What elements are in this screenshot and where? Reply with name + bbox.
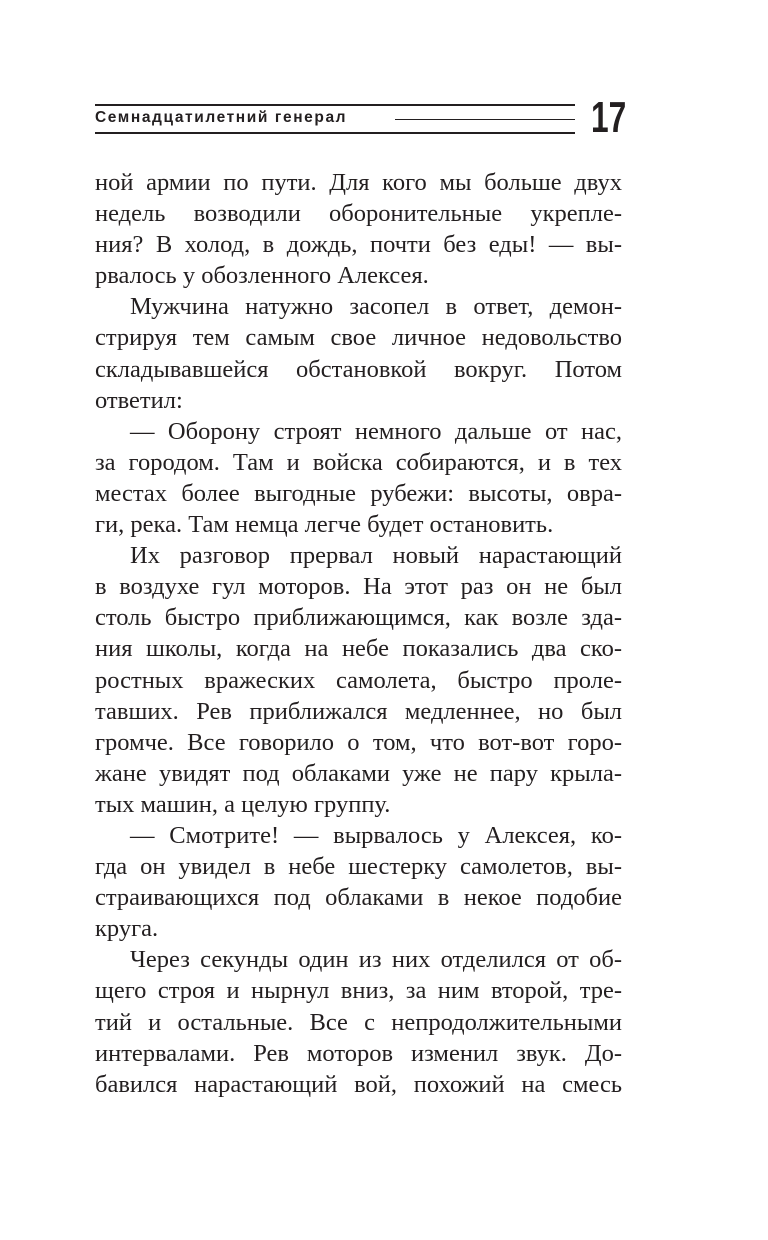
text-line: местах более выгодные рубежи: высоты, овра-	[95, 479, 622, 507]
body-text	[95, 167, 622, 1100]
text-line: стрируя тем самым свое личное недовольство	[95, 324, 622, 352]
text-line: громче. Все говорило о том, что вот-вот горо-	[95, 728, 622, 756]
text-line: — Смотрите! — вырвалось у Алексея, ко-	[130, 821, 622, 849]
paragraph	[95, 944, 622, 1099]
text-line: за городом. Там и войска собираются, и в тех	[95, 448, 622, 476]
text-line: тий и остальные. Все с непродолжительными	[95, 1008, 622, 1036]
text-line: в воздухе гул моторов. На этот раз он не был	[95, 573, 622, 601]
text-line: Их разговор прервал новый нарастающий	[130, 542, 622, 570]
text-line: круга.	[95, 915, 159, 943]
text-line: страивающихся под облаками в некое подобие	[95, 884, 622, 912]
text-line: гда он увидел в небе шестерку самолетов, вы-	[95, 853, 622, 881]
text-line: тавших. Рев приближался медленнее, но был	[95, 697, 622, 725]
running-header	[95, 104, 575, 135]
text-line: — Оборону строят немного дальше от нас,	[130, 417, 622, 445]
text-line: ги, река. Там немца легче будет остановить.	[95, 511, 554, 539]
text-line: ния школы, когда на небе показались два ско-	[95, 635, 622, 663]
page-number: 17	[591, 93, 627, 142]
text-line: столь быстро приближающимся, как возле зда-	[95, 604, 622, 632]
text-line: ния? В холод, в дождь, почти без еды! — вы-	[95, 231, 622, 259]
header-rule-middle	[395, 119, 575, 120]
running-title: Семнадцатилетний генерал	[95, 109, 351, 127]
paragraph	[95, 416, 622, 540]
paragraph	[95, 540, 622, 820]
text-line: складывавшейся обстановкой вокруг. Потом	[95, 355, 622, 383]
text-line: ной армии по пути. Для кого мы больше двух	[95, 169, 622, 196]
text-line: Через секунды один из них отделился от об-	[130, 946, 622, 974]
text-line: рвалось у обозленного Алексея.	[95, 262, 429, 290]
text-line: ответил:	[95, 386, 183, 414]
text-line: недель возводили оборонительные укрепле-	[95, 200, 622, 228]
paragraph	[95, 167, 622, 291]
text-line: интервалами. Рев моторов изменил звук. До-	[95, 1039, 622, 1067]
text-line: тых машин, а целую группу.	[95, 790, 391, 818]
header-rule-bottom	[95, 132, 575, 134]
paragraph	[95, 820, 622, 944]
text-line: Мужчина натужно засопел в ответ, демон-	[130, 293, 622, 321]
text-line: жане увидят под облаками уже не пару крыла-	[95, 759, 622, 787]
paragraph	[95, 291, 622, 415]
header-rule-top	[95, 104, 575, 106]
text-line: щего строя и нырнул вниз, за ним второй, тре-	[95, 977, 622, 1005]
text-line: бавился нарастающий вой, похожий на смесь	[95, 1070, 622, 1098]
text-line: ростных вражеских самолета, быстро проле-	[95, 666, 622, 694]
